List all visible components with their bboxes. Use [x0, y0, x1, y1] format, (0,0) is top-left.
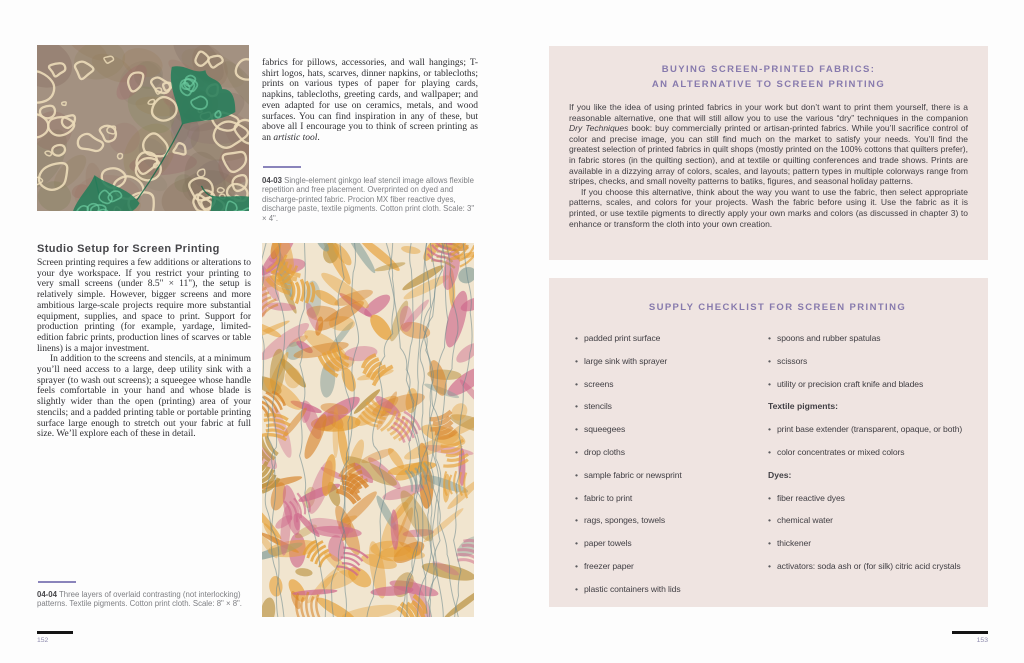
- checklist-item: • color concentrates or mixed colors: [768, 446, 905, 457]
- figure-overlaid-patterns-print: [262, 243, 474, 617]
- intro-paragraph: fabrics for pillows, accessories, and wall hangings; T-shirt logos, hats, scarves, dinner napkins, or tablecloths; prints on various types of paper for playing cards, napkins, tablecloths, greeting cards, and wallpaper; and even adapted for use on ceramics, metals, and wood surfaces. You can find inspiration in any of these, but above all I encourage you to think of screen printing as an artistic tool.: [262, 58, 478, 143]
- checklist-item: • paper towels: [575, 538, 632, 549]
- figure-caption-label: 04-04: [37, 590, 57, 599]
- caption-divider-bottom: [38, 581, 76, 583]
- checklist-item: • print base extender (transparent, opaque, or both): [768, 424, 963, 435]
- box-paragraph: If you like the idea of using printed fabrics in your work but don’t want to print them yourself, there is a reasonable alternative, one that will still allow you to use the various “dry” techniques in the companion Dry Techniques book: buy commercially printed or artisan-printed fabrics. While you’ll sacrifice control of color and precise image, you can still find much on the market to satisfy your needs. You’ll find the greatest selection of printed fabrics in quilt shops (mostly printed on the 100% cottons that quilters prefer), in fabric stores (in the quilting section), and at textile or quilting conferences and trade shows. Prints are available in a dizzying array of colors, scales, and layouts; pattern types in multiple colorways range from stripes, checks, and small novelty patterns to batiks, figures, and seasonal holiday patterns.: [569, 102, 968, 187]
- bullet-icon: •: [575, 583, 578, 594]
- checklist-item: • squeegees: [575, 424, 626, 435]
- checklist-item: • sample fabric or newsprint: [575, 469, 682, 480]
- footer-rule-right: [952, 631, 988, 634]
- checklist-item: • large sink with sprayer: [575, 355, 668, 366]
- checklist-item: • chemical water: [768, 515, 833, 526]
- page-number-right: 153: [976, 637, 988, 644]
- bullet-icon: •: [768, 446, 771, 457]
- checklist-right-column: [768, 333, 980, 607]
- figure-caption-04-04: [37, 590, 253, 609]
- checklist-item: • screens: [575, 378, 614, 389]
- bullet-icon: •: [575, 424, 578, 435]
- bullet-icon: •: [575, 492, 578, 503]
- section-body: [37, 258, 251, 440]
- bullet-icon: •: [768, 378, 771, 389]
- figure-caption-label: 04-03: [262, 176, 282, 185]
- checklist-item: • thickener: [768, 538, 811, 549]
- bullet-icon: •: [575, 538, 578, 549]
- buying-fabrics-box: [549, 46, 988, 260]
- buying-box-title: [569, 62, 968, 92]
- figure-caption-text: Three layers of overlaid contrasting (not interlocking) patterns. Textile pigments. Cotton print cloth. Scale: 8" × 8".: [37, 590, 242, 609]
- checklist-item: • padded print surface: [575, 333, 661, 343]
- checklist-left-column: [575, 333, 768, 607]
- bullet-icon: •: [575, 560, 578, 571]
- body-paragraph: Screen printing requires a few additions or alterations to your dye workspace. If you restrict your printing to very small screens (under 8.5" × 11"), the setup is relatively simple. However, bigger screens and more ambitious large-scale projects require more substantial equipment, supplies, and space to print. Support for production printing (for example, yardage, limited-edition fabric prints, production lines of scarves or table linens) is a major investment.: [37, 258, 251, 354]
- checklist-item: • fabric to print: [575, 492, 633, 503]
- bullet-icon: •: [768, 355, 771, 366]
- bullet-icon: •: [575, 446, 578, 457]
- bullet-icon: •: [768, 515, 771, 526]
- checklist-group-header: Dyes:: [768, 469, 792, 480]
- bullet-icon: •: [575, 333, 578, 343]
- checklist-group-header: Textile pigments:: [768, 401, 839, 412]
- figure-caption-04-03: [262, 176, 478, 223]
- figure-caption-text: Single-element ginkgo leaf stencil image allows flexible repetition and free placement. Overprinted on dyed and discharge-printed fabric. Procion MX fiber reactive dyes, discharge paste, textile pigments. Cotton print cloth. Scale: 3" × 4".: [262, 176, 475, 223]
- bullet-icon: •: [575, 469, 578, 480]
- bullet-icon: •: [575, 355, 578, 366]
- bullet-icon: •: [768, 560, 771, 571]
- figure-ginkgo-stencil-print: [37, 45, 249, 211]
- checklist-item: • spoons and rubber spatulas: [768, 333, 881, 343]
- bullet-icon: •: [768, 424, 771, 435]
- box-paragraph: If you choose this alternative, think about the way you want to use the fabric, then select appropriate patterns, scales, and colors for your projects. Wash the fabric before using it. Use the fabric as it is printed, or use textile pigments to directly apply your own marks and colors (as discussed in chapter 3) to enhance or transform the cloth into your own creation.: [569, 186, 968, 229]
- page-number-left: 152: [37, 637, 49, 644]
- bullet-icon: •: [575, 378, 578, 389]
- checklist-item: • utility or precision craft knife and blades: [768, 378, 924, 389]
- bullet-icon: •: [768, 538, 771, 549]
- checklist-title: SUPPLY CHECKLIST FOR SCREEN PRINTING: [648, 302, 907, 313]
- buying-box-body: [569, 102, 968, 229]
- section-heading: Studio Setup for Screen Printing: [37, 243, 220, 255]
- checklist-item: • freezer paper: [575, 560, 634, 571]
- supply-checklist-box: [549, 278, 988, 607]
- bullet-icon: •: [768, 333, 771, 343]
- bullet-icon: •: [575, 515, 578, 526]
- checklist-item: • scissors: [768, 355, 808, 366]
- caption-divider-top: [263, 166, 301, 168]
- checklist-item: • fiber reactive dyes: [768, 492, 845, 503]
- checklist-item: • activators: soda ash or (for silk) citric acid crystals: [768, 560, 961, 571]
- footer-rule-left: [37, 631, 73, 634]
- buying-box-title-line1: BUYING SCREEN-PRINTED FABRICS:: [661, 64, 876, 75]
- buying-box-title-line2: AN ALTERNATIVE TO SCREEN PRINTING: [651, 79, 886, 90]
- checklist-columns: [575, 333, 980, 607]
- checklist-item: • stencils: [575, 401, 612, 412]
- checklist-item: • rags, sponges, towels: [575, 515, 666, 526]
- checklist-item: • drop cloths: [575, 446, 625, 457]
- bullet-icon: •: [768, 492, 771, 503]
- bullet-icon: •: [575, 401, 578, 412]
- checklist-item: • plastic containers with lids: [575, 583, 681, 594]
- body-paragraph: In addition to the screens and stencils, at a minimum you’ll need access to a large, deep utility sink with a sprayer (to wash out screens); a squeegee whose handle feels comfortable in your hand and whose blade is slightly wider than the open (printing) area of your stencils; and a padded printing table or portable printing surface large enough to stretch out your fabric at full size. We’ll explore each of these in detail.: [37, 354, 251, 440]
